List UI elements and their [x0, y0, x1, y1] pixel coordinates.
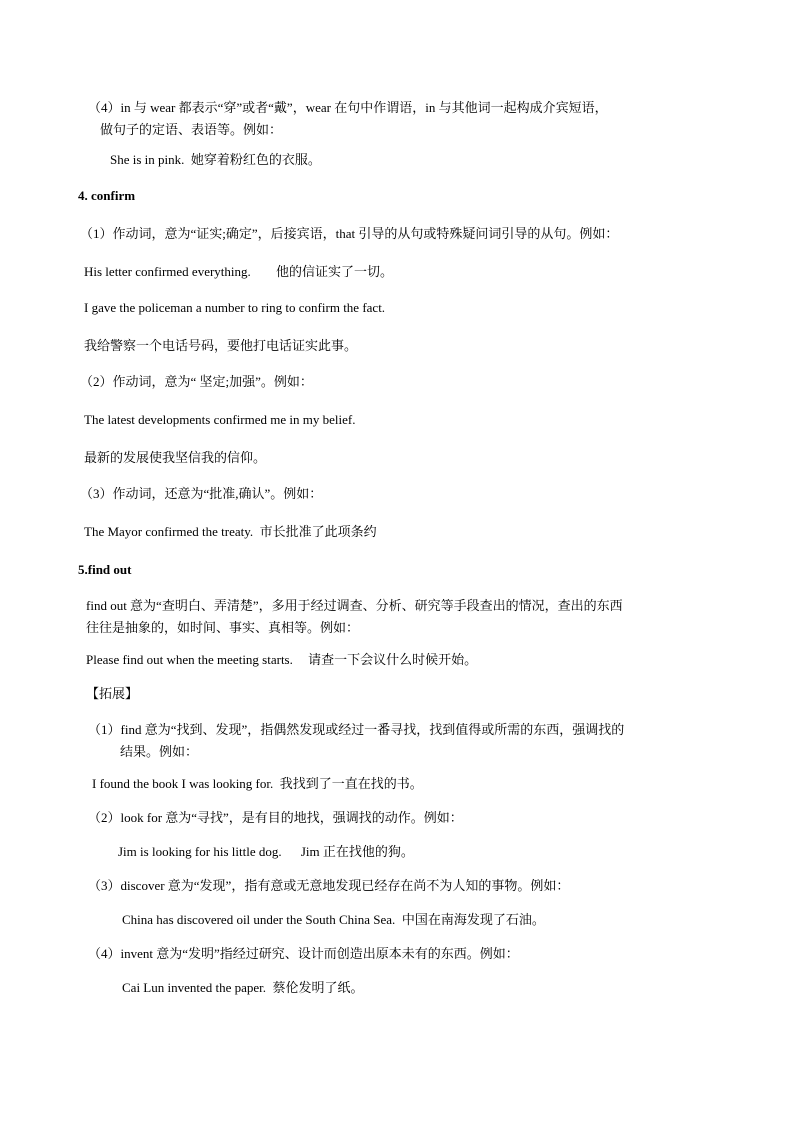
example-chinese: 蔡伦发明了纸。 [272, 980, 364, 995]
expand-label: 【拓展】 [86, 686, 139, 701]
example-sentence [86, 650, 477, 670]
example-english: I gave the policeman a number to ring to confirm the fact. [84, 300, 386, 315]
example-chinese: 最新的发展使我坚信我的信仰。 [84, 450, 267, 465]
example-chinese: 我给警察一个电话号码，要他打电话证实此事。 [84, 338, 358, 353]
find-out-definition-line2: 往往是抽象的，如时间、事实、真相等。例如： [86, 620, 360, 635]
example-chinese: Jim 正在找他的狗。 [300, 844, 414, 859]
example-chinese: 我找到了一直在找的书。 [279, 776, 423, 791]
find-out-definition-line1: find out 意为“查明白、弄清楚”，多用于经过调查、分析、研究等手段查出的情况，查出的东西 [86, 598, 623, 613]
find-meaning-line2: 结果。例如： [120, 744, 199, 759]
example-sentence [84, 522, 377, 542]
example-chinese: 他的信证实了一切。 [276, 264, 394, 279]
discover-meaning: （3）discover 意为“发现”，指有意或无意地发现已经存在尚不为人知的事物。例如： [88, 878, 570, 893]
section-heading-confirm: 4. confirm [78, 188, 136, 203]
example-english: The latest developments confirmed me in my belief. [84, 412, 356, 427]
example-english: Jim is looking for his little dog. [118, 844, 282, 859]
confirm-meaning-1: （1）作动词，意为“证实;确定”，后接宾语，that 引导的从句或特殊疑问词引导的从句。例如： [80, 226, 619, 241]
example-english: She is in pink. [110, 152, 185, 167]
example-chinese: 她穿着粉红色的衣服。 [190, 152, 321, 167]
example-sentence [92, 774, 423, 794]
confirm-meaning-3: （3）作动词，还意为“批准,确认”。例如： [80, 486, 323, 501]
example-sentence [118, 842, 414, 862]
example-sentence [84, 262, 393, 282]
example-english: Please find out when the meeting starts. [86, 652, 293, 667]
example-chinese: 市长批准了此项条约 [259, 524, 377, 539]
example-sentence [110, 150, 321, 170]
invent-meaning: （4）invent 意为“发明”指经过研究、设计而创造出原本未有的东西。例如： [88, 946, 519, 961]
wear-in-explanation-line2: 做句子的定语、表语等。例如： [100, 122, 283, 137]
example-english: Cai Lun invented the paper. [122, 980, 267, 995]
look-for-meaning: （2）look for 意为“寻找”，是有目的地找，强调找的动作。例如： [88, 810, 463, 825]
example-chinese: 中国在南海发现了石油。 [401, 912, 545, 927]
find-meaning-line1: （1）find 意为“找到、发现”，指偶然发现或经过一番寻找，找到值得或所需的东西，强调找的 [88, 722, 625, 737]
section-heading-find-out: 5.find out [78, 562, 132, 577]
example-english: China has discovered oil under the South China Sea. [122, 912, 396, 927]
example-english: The Mayor confirmed the treaty. [84, 524, 254, 539]
example-sentence [122, 910, 545, 930]
wear-in-explanation-line1: （4）in 与 wear 都表示“穿”或者“戴”，wear 在句中作谓语，in 与其他词一起构成介宾短语， [88, 100, 608, 115]
example-chinese: 请查一下会议什么时候开始。 [308, 652, 478, 667]
example-english: His letter confirmed everything. [84, 264, 251, 279]
example-english: I found the book I was looking for. [92, 776, 274, 791]
confirm-meaning-2: （2）作动词，意为“ 坚定;加强”。例如： [80, 374, 313, 389]
example-sentence [122, 978, 364, 998]
